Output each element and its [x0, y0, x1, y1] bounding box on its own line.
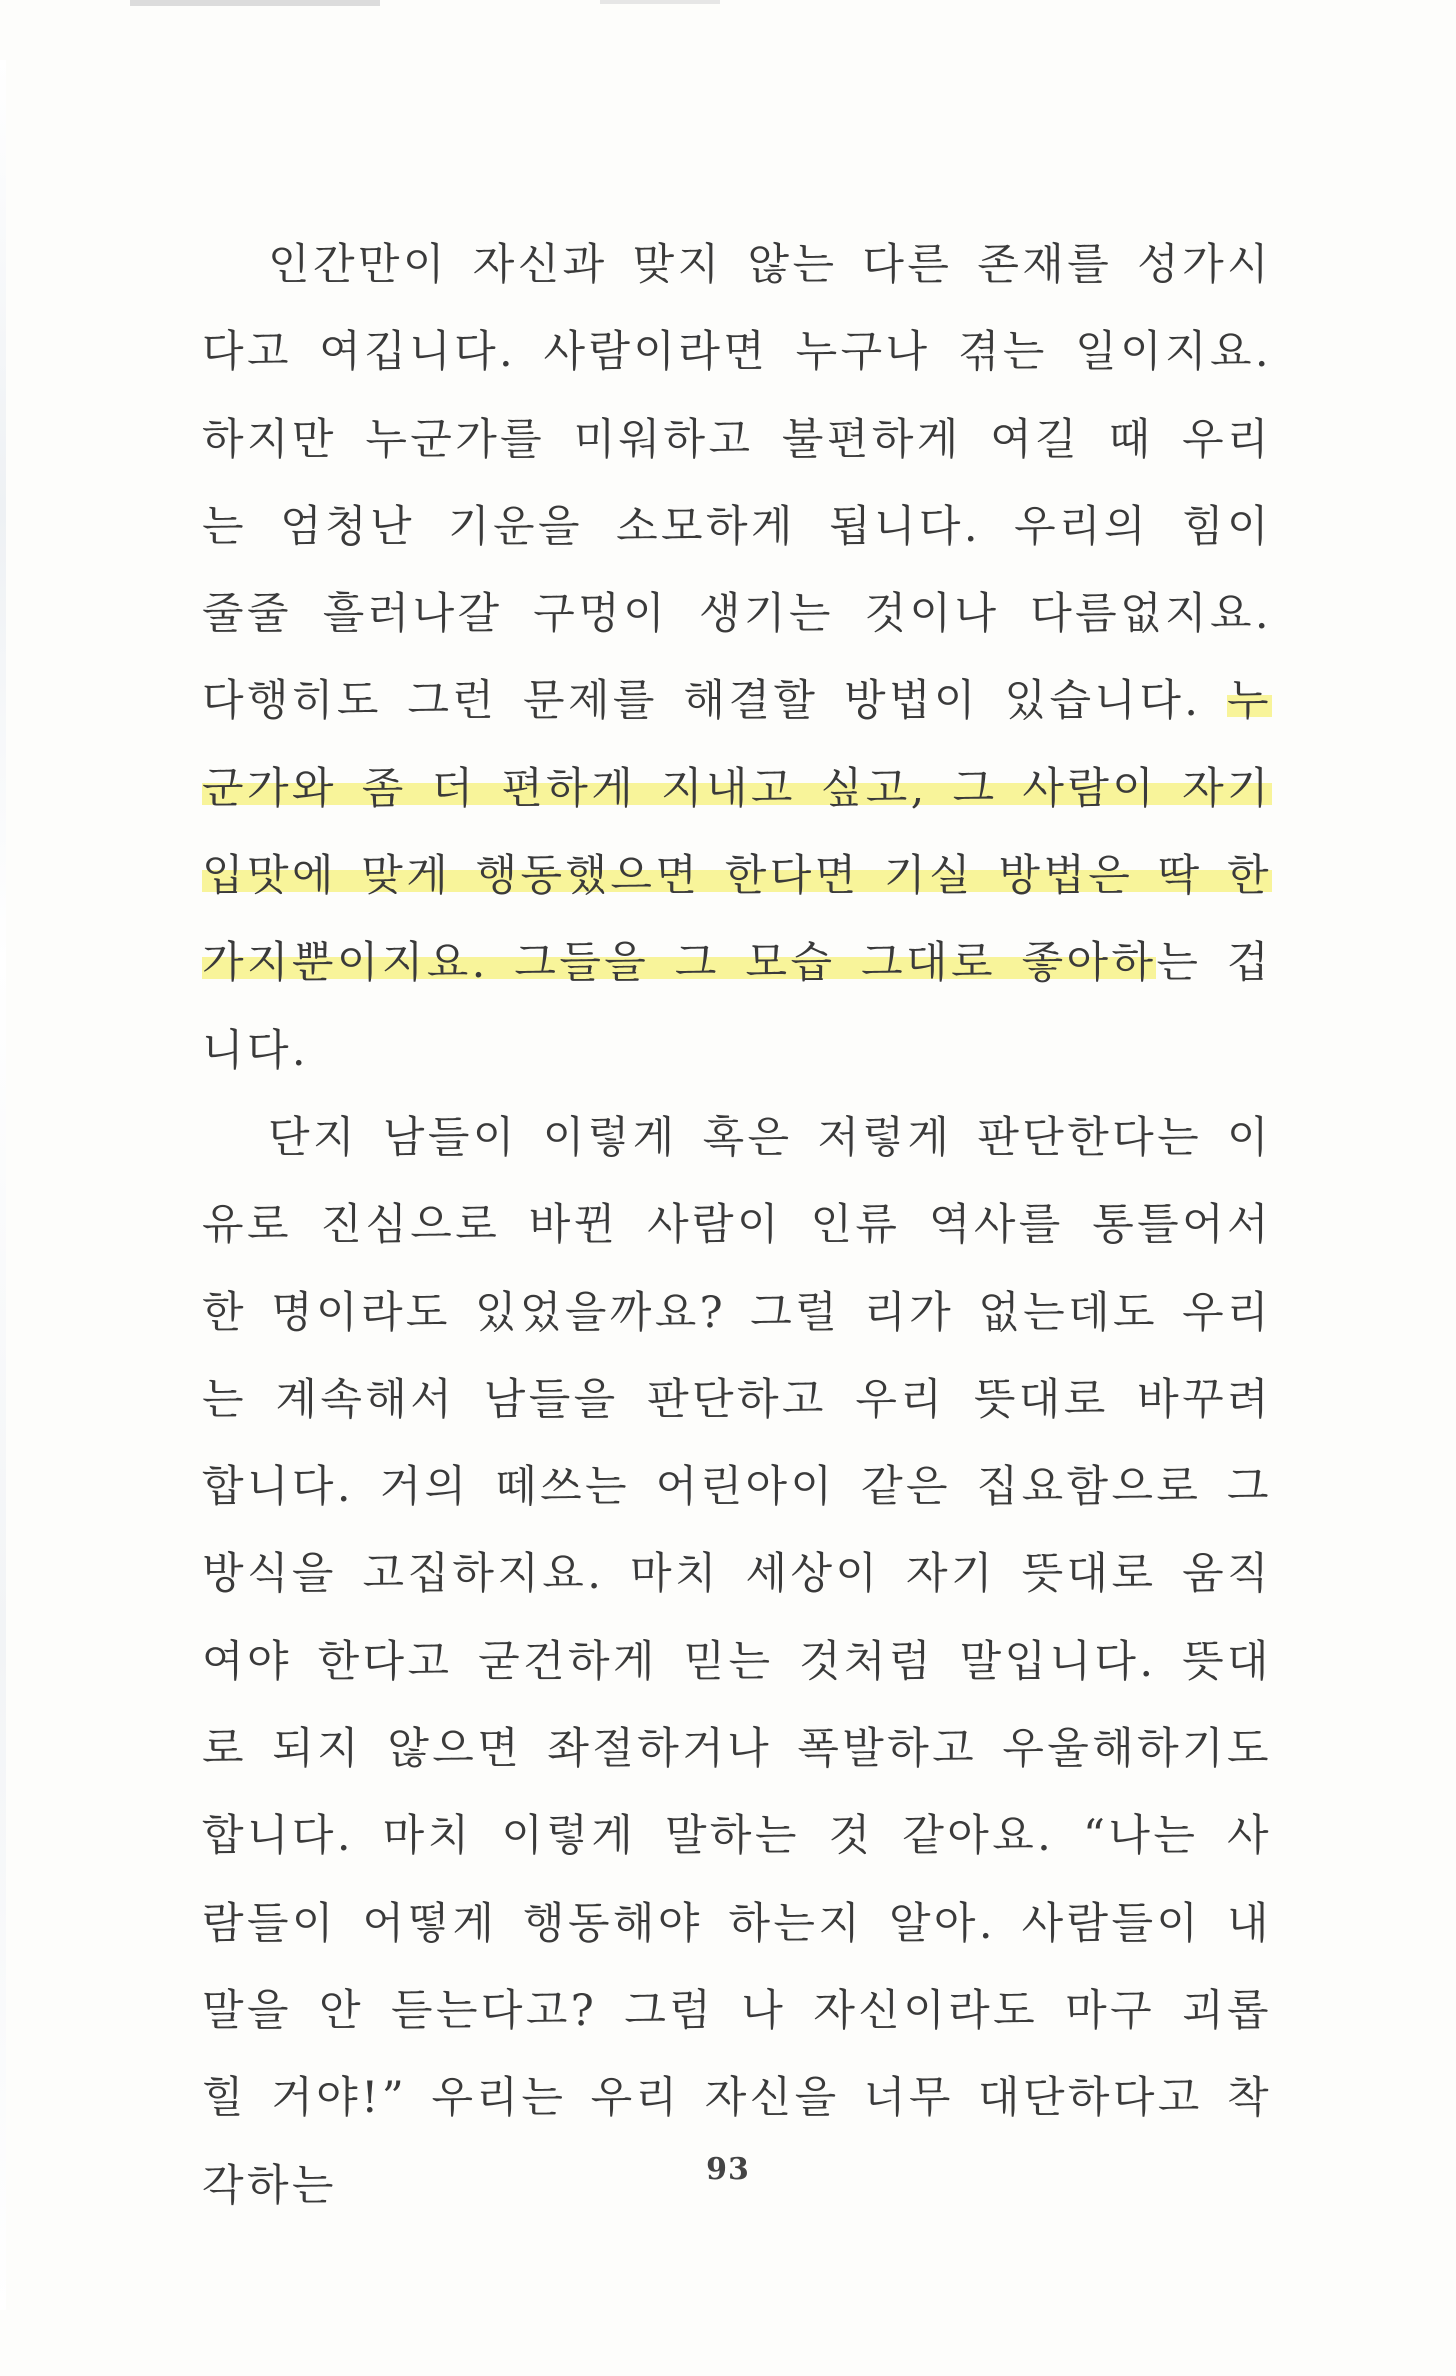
paragraph-2: 단지 남들이 이렇게 혹은 저렇게 판단한다는 이유로 진심으로 바뀐 사람이 인류 역사를 통틀어서 한 명이라도 있었을까요? 그럴 리가 없는데도 우리는 계속해서 남들을 판단하고 우리 뜻대로 바꾸려 합니다. 거의 떼쓰는 어린아이 같은 집요함으로 그 방식을 고집하지요. 마치 세상이 자기 뜻대로 움직여야 한다고 굳건하게 믿는 것처럼 말입니다. 뜻대로 되지 않으면 좌절하거나 폭발하고 우울해하기도 합니다. 마치 이렇게 말하는 것 같아요. “나는 사람들이 어떻게 행동해야 하는지 알아. 사람들이 내 말을 안 듣는다고? 그럼 나 자신이라도 마구 괴롭힐 거야!” 우리는 우리 자신을 너무 대단하다고 착각하는 — [202, 1112, 1272, 2211]
highlighted-passage: 누군가와 좀 더 편하게 지내고 싶고, 그 사람이 자기 입맛에 맞게 행동했으면 한다면 기실 방법은 딱 한 가지뿐이지요. 그들을 그 모습 그대로 좋아하 — [202, 676, 1272, 989]
paragraph-1-text: 인간만이 자신과 맞지 않는 다른 존재를 성가시다고 여깁니다. 사람이라면 누구나 겪는 일이지요. 하지만 누군가를 미워하고 불편하게 여길 때 우리는 엄청난 기운을 소모하게 됩니다. 우리의 힘이 줄줄 흘러나갈 구멍이 생기는 것이나 다름없지요. 다행히도 그런 문제를 해결할 방법이 있습니다. — [202, 240, 1272, 727]
top-edge-mark — [600, 0, 720, 4]
page-number: 93 — [706, 2152, 750, 2187]
body-text — [202, 222, 1272, 2230]
paragraph-1 — [202, 222, 1272, 1095]
page-edge-shadow — [0, 60, 6, 2310]
paragraph-1-tail: 는 겁니다. — [202, 938, 1272, 1076]
top-edge-mark — [130, 0, 380, 6]
